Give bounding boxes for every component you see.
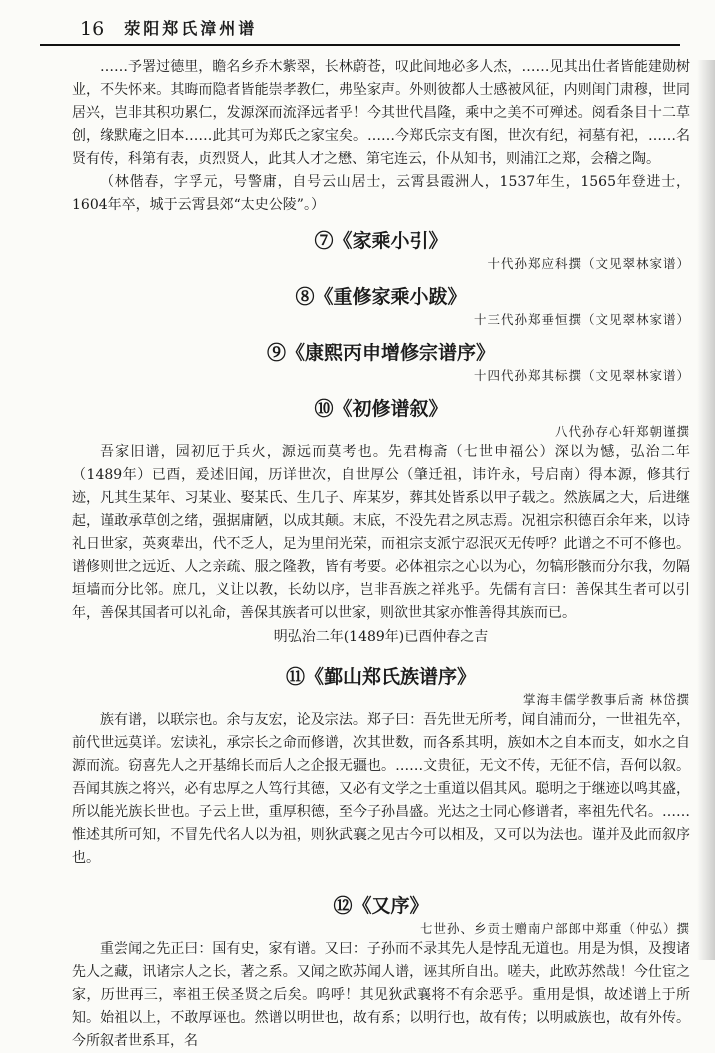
section-title-9: ⑨《康熙丙申增修宗谱序》 (266, 342, 495, 364)
page-number: 16 (80, 18, 105, 40)
section-author-7: 十代孙郑应科撰（文见翠林家谱） (487, 256, 690, 271)
section-author-11: 掌海丰儒学教事后斋 林岱撰 (523, 692, 690, 707)
page-edge-shadow (697, 60, 715, 960)
section-author-10: 八代孙存心轩郑朝谨撰 (554, 424, 690, 439)
section-body-10: 吾家旧谱，园初厄于兵火，源远而莫考也。先君梅斋（七世申福公）深以为憾，弘治二年（1489年）已酉，爰述旧闻，历详世次，自世厚公（肇迁祖，讳许永，号启南）得本源，修其行迹，凡其生某年、习某业、娶某氏、生几子、库某岁，葬其处皆系以甲子载之。然族属之大，后进继起，谨敢承草创之绪，强据庸陋，以成其颠。末底，不没先君之夙志焉。况祖宗积德百余年来，以诗礼日世家，英爽辈出，代不乏人，足为里闬光荣，而祖宗支派宁忍泯灭无传呼？此谱之不可不修也。谱修则世之远近、人之亲疏、服之隆教，皆有考要。必体祖宗之心以为心，勿犒形骸而分尔我，勿隔垣墙而分比邻。庶几，义让以教，长幼以序，岂非吾族之祥兆乎。先儒有言曰：善保其生者可以引年，善保其国者可以礼命，善保其族者可以世家，则欲世其家亦惟善得其族而已。 (72, 444, 690, 621)
intro-paragraph: ……予署过德里，瞻名乡乔木紫翠，长林蔚苍，叹此间地必多人杰，……见其出仕者皆能建勋树业，不失怀来。其晦而隐者皆能崇孝教仁，弗坠家声。外则彼都人士感被风征，内则闺门肃穆，世同居兴，岂非其积功累仁，发源深而流泽远者乎！今其世代昌隆，乘中之美不可殚述。阅看条目十二草创，缘默庵之旧本……此其可为郑氏之家宝矣。……今郑氏宗支有图，世次有纪，祠墓有祀，……名贤有传，科第有表，贞烈贤人，此其人才之懋、第宅连云，仆从知书，则浦江之郑，会稽之陶。 (72, 59, 690, 167)
section-author-8: 十三代孙郑垂恒撰（文见翠林家谱） (473, 312, 690, 327)
running-header (40, 10, 680, 46)
section-body-12: 重尝闻之先正曰：国有史，家有谱。又曰：子孙而不录其先人是悖乱无道也。用是为惧，及搜诸先人之藏，讯诸宗人之长，著之系。又闻之欧苏闻人谱，诬其所自出。嗟夫，此欧苏然哉！今仕宦之家，历世再三，率祖王侯圣贤之后矣。呜呼！其见狄武襄将不有余恶乎。重用是惧，故述谱上于所知。始祖以上，不敢厚诬也。然谱以明世也，故有系；以明行也，故有传；以明戚族也，故有外传。今所叙者世系耳，名 (72, 941, 690, 1049)
section-title-7: ⑦《家乘小引》 (314, 230, 448, 252)
section-author-9: 十四代孙郑其标撰（文见翠林家谱） (473, 368, 690, 383)
running-title: 荥阳郑氏漳州谱 (124, 19, 258, 38)
section-title-10: ⑩《初修谱叙》 (314, 398, 448, 420)
section-title-12: ⑫《又序》 (333, 895, 429, 917)
section-title-11: ⑪《鄞山郑氏族谱序》 (285, 666, 476, 688)
section-date-10: 明弘治二年(1489年)已酉仲春之吉 (273, 629, 489, 645)
page-content (72, 56, 690, 1053)
section-author-12: 七世孙、乡贡士赠南户部郎中郑重（仲弘）撰 (419, 921, 690, 936)
section-body-11: 族有谱，以联宗也。余与友宏，论及宗法。郑子曰：吾先世无所考，闻自浦而分，一世祖先卒，前代世远莫详。宏读礼，承宗长之命而修谱，次其世数，而各系其明，族如木之自本而支，如水之自源而流。窃喜先人之开基绵长而后人之企报无疆也。……文贵征，无文不传，无征不信，吾何以叙。吾闻其族之将兴，必有忠厚之人笃行其德，又必有文学之士重道以倡其风。聪明之于继迹以鸣其盛，所以能光族长世也。子云上世，重厚积德，至今子孙昌盛。光达之士同心修谱者，率祖先代名。……惟述其所可知，不冒先代名人以为祖，则狄武襄之见古今可以相及，又可以为法也。谨并及此而叙序也。 (72, 712, 690, 866)
section-title-8: ⑧《重修家乘小跋》 (295, 286, 467, 308)
author-note: （林偕春，字孚元，号警庸，自号云山居士，云霄县霞洲人，1537年生，1565年登进士，1604年卒，城于云霄县郊“太史公陵”。） (72, 174, 690, 213)
